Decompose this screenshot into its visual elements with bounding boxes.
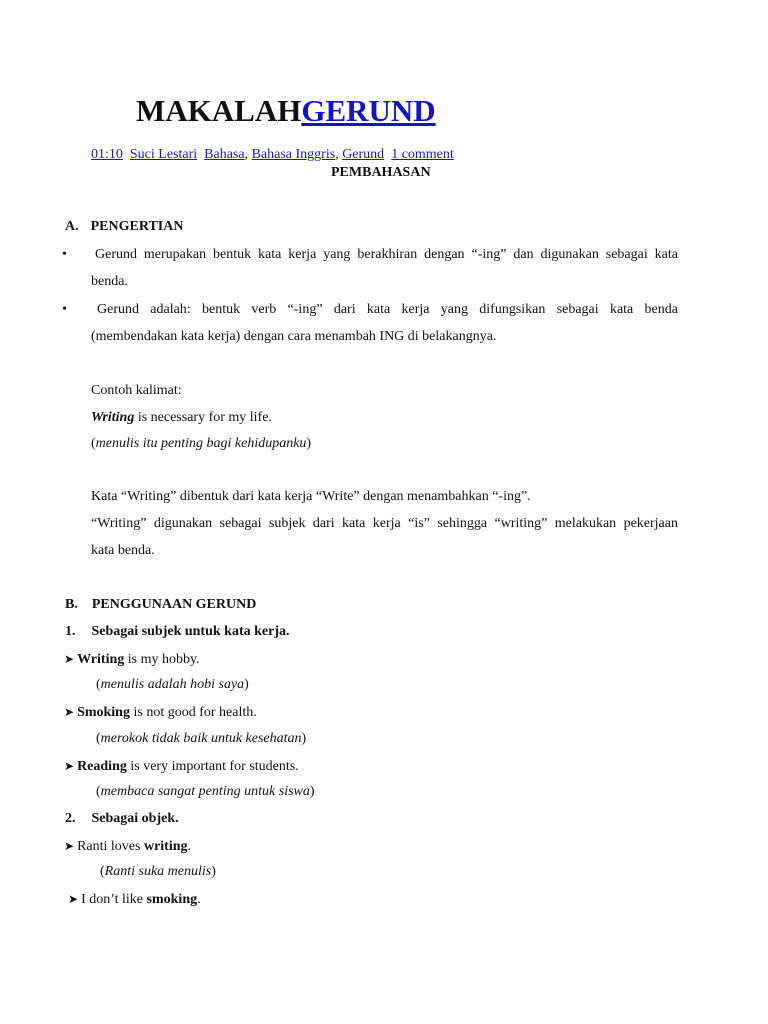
example-label: Contoh kalimat: (91, 383, 182, 398)
translation-2: (merokok tidak baik untuk kesehatan) (96, 731, 307, 746)
example-translation: (menulis itu penting bagi kehidupanku) (91, 436, 312, 451)
subsection-1: 1. Sebagai subjek untuk kata kerja. (65, 624, 290, 639)
explanation-1: Kata “Writing” dibentuk dari kata kerja “Write” dengan menambahkan “-ing”. (91, 489, 531, 504)
document-title (136, 92, 436, 130)
time-link[interactable]: 01:10 (91, 147, 123, 162)
bullet-icon: • (62, 302, 67, 317)
example-3: ➤ Reading is very important for students. (64, 759, 299, 774)
arrow-bullet-icon: ➤ (64, 652, 75, 666)
section-heading: PEMBAHASAN (331, 165, 431, 180)
subsection-2: 2. Sebagai objek. (65, 811, 179, 826)
explanation-2: “Writing” digunakan sebagai subjek dari kata kerja “is” sehingga “writing” melakukan pekerjaan (91, 516, 678, 531)
comments-link[interactable]: 1 comment (391, 147, 454, 162)
example-1: ➤ Writing is my hobby. (64, 652, 200, 667)
definition-1: Gerund merupakan bentuk kata kerja yang berakhiran dengan “-ing” dan digunakan sebagai kata (95, 247, 678, 262)
definition-1-cont: benda. (91, 274, 128, 289)
example-4: ➤ Ranti loves writing. (64, 839, 192, 854)
arrow-bullet-icon: ➤ (64, 759, 75, 773)
explanation-2-cont: kata benda. (91, 543, 155, 558)
example-sentence: Writing is necessary for my life. (91, 410, 272, 425)
definition-2-cont: (membendakan kata kerja) dengan cara menambah ING di belakangnya. (91, 329, 497, 344)
author-link[interactable]: Suci Lestari (129, 147, 198, 162)
example-2: ➤ Smoking is not good for health. (64, 705, 257, 720)
translation-1: (menulis adalah hobi saya) (96, 677, 249, 692)
title-prefix: MAKALAH (136, 93, 302, 128)
section-b-heading: B. PENGGUNAAN GERUND (65, 597, 257, 612)
arrow-bullet-icon: ➤ (64, 839, 75, 853)
arrow-bullet-icon: ➤ (68, 892, 79, 906)
definition-2: Gerund adalah: bentuk verb “-ing” dari kata kerja yang difungsikan sebagai kata benda (97, 302, 678, 317)
post-meta (91, 146, 454, 164)
category-bahasa-link[interactable]: Bahasa (204, 147, 245, 162)
sep: , (244, 147, 249, 162)
category-gerund-link[interactable]: Gerund (342, 147, 385, 162)
bullet-icon: • (62, 247, 67, 262)
category-bahasa-inggris-link[interactable]: Bahasa Inggris (251, 147, 336, 162)
section-a-heading: A. PENGERTIAN (65, 219, 184, 234)
sep: , (335, 147, 339, 162)
translation-4: (Ranti suka menulis) (100, 864, 216, 879)
translation-3: (membaca sangat penting untuk siswa) (96, 784, 315, 799)
title-link[interactable]: GERUND (301, 93, 436, 128)
arrow-bullet-icon: ➤ (64, 705, 75, 719)
example-5: ➤ I don’t like smoking. (68, 892, 201, 907)
